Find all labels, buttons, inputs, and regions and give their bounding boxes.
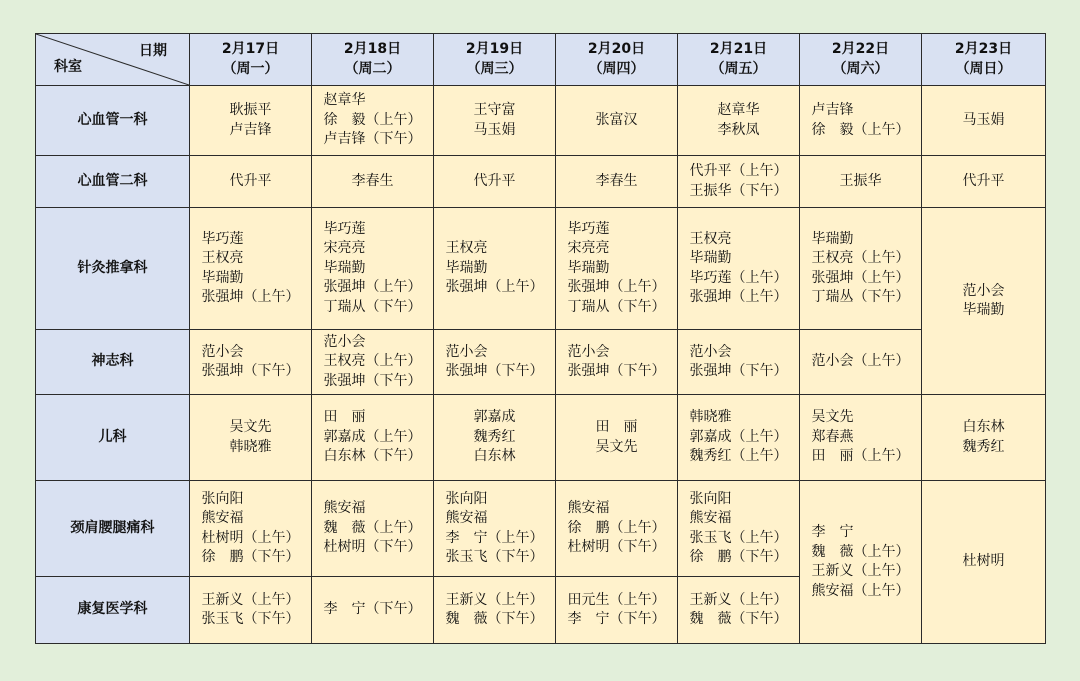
- schedule-cell: [312, 208, 434, 330]
- schedule-cell: [556, 481, 678, 577]
- cell-lines: [812, 408, 910, 467]
- duty-schedule-table: [35, 33, 1046, 644]
- department-label: 康复医学科: [36, 577, 190, 644]
- staff-entry: 王权亮（上午）: [323, 353, 422, 370]
- staff-entry: 卢吉锋（下午）: [323, 131, 422, 148]
- staff-entry: 范小会: [201, 343, 244, 360]
- cell-lines: [568, 220, 666, 318]
- corner-dept-label: 科室: [54, 58, 82, 75]
- cell-lines: [596, 172, 638, 192]
- schedule-cell: [800, 395, 922, 481]
- department-label: 神志科: [36, 330, 190, 395]
- day-header: [556, 34, 678, 86]
- corner-date-label: 日期: [139, 43, 167, 59]
- staff-entry: 毕瑞勤: [962, 302, 1005, 318]
- schedule-cell: [190, 481, 312, 577]
- schedule-cell: [434, 481, 556, 577]
- staff-entry: 张强坤（下午）: [567, 363, 666, 379]
- staff-entry: 李 宁（上午）: [445, 529, 544, 546]
- cell-lines: [202, 490, 300, 568]
- schedule-cell: [434, 86, 556, 156]
- department-label: 心血管二科: [36, 156, 190, 208]
- cell-lines: [474, 101, 516, 140]
- staff-entry: 范小会: [962, 282, 1005, 299]
- staff-entry: 郑春燕: [811, 428, 854, 445]
- table-row: [36, 156, 1046, 208]
- schedule-cell: [190, 156, 312, 208]
- staff-entry: 李 宁（下午）: [567, 611, 666, 627]
- staff-entry: 耿振平: [229, 102, 272, 118]
- staff-entry: 王权亮: [445, 240, 488, 257]
- staff-entry: 熊安福: [445, 510, 488, 526]
- schedule-cell: [556, 330, 678, 395]
- cell-lines: [230, 101, 272, 140]
- day-header: [800, 34, 922, 86]
- staff-entry: 熊安福: [323, 500, 366, 517]
- cell-lines: [324, 499, 422, 558]
- staff-entry: 张向阳: [445, 490, 488, 507]
- table-row: [36, 330, 1046, 395]
- schedule-cell: [434, 330, 556, 395]
- staff-entry: 韩晓雅: [229, 438, 272, 455]
- day-weekday: （周一）: [222, 60, 279, 77]
- schedule-cell: [434, 156, 556, 208]
- staff-entry: 张强坤（下午）: [323, 372, 422, 389]
- staff-entry: 王守富: [473, 102, 516, 118]
- cell-lines: [963, 111, 1005, 131]
- day-date: 2月20日: [587, 41, 646, 57]
- cell-lines: [324, 333, 422, 392]
- cell-lines: [446, 591, 544, 630]
- table-row: [36, 208, 1046, 330]
- staff-entry: 徐 鹏（上午）: [567, 519, 666, 536]
- staff-entry: 张强坤（上午）: [811, 269, 910, 286]
- staff-entry: 毕巧莲: [323, 220, 366, 237]
- staff-entry: 王权亮: [689, 230, 732, 247]
- staff-entry: 马玉娟: [473, 121, 516, 138]
- staff-entry: 毕瑞勤: [567, 259, 610, 276]
- staff-entry: 魏 薇（上午）: [811, 543, 910, 560]
- schedule-cell: [678, 86, 800, 156]
- staff-entry: 王新义（上午）: [201, 591, 300, 608]
- cell-lines: [568, 343, 666, 382]
- staff-entry: 魏秀红（上午）: [689, 448, 788, 465]
- cell-lines: [963, 172, 1005, 192]
- schedule-cell: [678, 577, 800, 644]
- cell-lines: [324, 600, 422, 620]
- cell-lines: [446, 343, 544, 382]
- staff-entry: 代升平: [473, 172, 516, 189]
- department-label: 儿科: [36, 395, 190, 481]
- schedule-cell: [922, 208, 1046, 395]
- cell-lines: [596, 111, 638, 131]
- day-header: [678, 34, 800, 86]
- day-weekday: （周三）: [466, 60, 523, 77]
- table-row: [36, 481, 1046, 577]
- staff-entry: 杜树明（上午）: [201, 529, 300, 546]
- staff-entry: 张强坤（下午）: [445, 363, 544, 379]
- schedule-cell: [678, 395, 800, 481]
- schedule-cell: [312, 86, 434, 156]
- staff-entry: 丁瑞丛（下午）: [811, 289, 910, 305]
- staff-entry: 毕瑞勤: [811, 230, 854, 247]
- cell-lines: [474, 172, 516, 192]
- staff-entry: 郭嘉成（上午）: [689, 428, 788, 445]
- cell-lines: [324, 220, 422, 318]
- staff-entry: 吴文先: [229, 419, 272, 435]
- schedule-cell: [556, 86, 678, 156]
- staff-entry: 卢吉锋: [229, 121, 272, 138]
- cell-lines: [446, 239, 544, 298]
- schedule-cell: [312, 156, 434, 208]
- cell-lines: [690, 408, 788, 467]
- staff-entry: 宋亮亮: [567, 240, 610, 257]
- staff-entry: 吴文先: [595, 438, 638, 455]
- staff-entry: 马玉娟: [962, 111, 1005, 128]
- staff-entry: 代升平: [229, 172, 272, 189]
- staff-entry: 张富汉: [595, 111, 638, 128]
- staff-entry: 代升平（上午）: [689, 163, 788, 179]
- staff-entry: 李春生: [351, 172, 394, 189]
- staff-entry: 宋亮亮: [323, 240, 366, 257]
- staff-entry: 范小会（上午）: [811, 353, 910, 370]
- cell-lines: [474, 408, 516, 467]
- cell-lines: [718, 101, 760, 140]
- staff-entry: 李 宁（下午）: [323, 601, 422, 618]
- schedule-cell: [678, 156, 800, 208]
- schedule-cell: [190, 208, 312, 330]
- schedule-cell: [556, 156, 678, 208]
- staff-entry: 毕瑞勤: [323, 259, 366, 276]
- staff-entry: 魏秀红: [473, 428, 516, 445]
- staff-entry: 田 丽: [595, 419, 638, 435]
- day-date: 2月19日: [465, 41, 524, 57]
- cell-lines: [690, 490, 788, 568]
- cell-lines: [690, 230, 788, 308]
- staff-entry: 王振华: [839, 172, 882, 189]
- schedule-cell: [922, 395, 1046, 481]
- staff-entry: 毕瑞勤: [689, 250, 732, 266]
- cell-lines: [596, 418, 638, 457]
- staff-entry: 熊安福（上午）: [811, 582, 910, 599]
- staff-entry: 王新义（上午）: [445, 591, 544, 608]
- staff-entry: 张玉飞（上午）: [689, 529, 788, 546]
- staff-entry: 杜树明: [962, 553, 1005, 570]
- staff-entry: 田 丽: [323, 409, 366, 426]
- department-label: 颈肩腰腿痛科: [36, 481, 190, 577]
- staff-entry: 李秋凤: [717, 121, 760, 138]
- day-weekday: （周日）: [955, 60, 1012, 77]
- cell-lines: [963, 282, 1005, 321]
- staff-entry: 魏 薇（上午）: [323, 519, 422, 536]
- cell-lines: [202, 230, 300, 308]
- schedule-cell: [922, 86, 1046, 156]
- cell-lines: [202, 591, 300, 630]
- staff-entry: 魏 薇（下午）: [445, 611, 544, 627]
- schedule-cell: [922, 156, 1046, 208]
- staff-entry: 代升平: [962, 172, 1005, 189]
- staff-entry: 张向阳: [689, 490, 732, 507]
- department-label: 针灸推拿科: [36, 208, 190, 330]
- cell-lines: [690, 162, 788, 201]
- staff-entry: 熊安福: [567, 500, 610, 517]
- schedule-cell: [190, 330, 312, 395]
- staff-entry: 张强坤（上午）: [689, 289, 788, 305]
- schedule-cell: [800, 156, 922, 208]
- schedule-cell: [800, 86, 922, 156]
- staff-entry: 丁瑞从（下午）: [323, 298, 422, 315]
- staff-entry: 王权亮: [201, 250, 244, 266]
- cell-lines: [230, 418, 272, 457]
- staff-entry: 张玉飞（下午）: [201, 611, 300, 627]
- staff-entry: 范小会: [689, 343, 732, 360]
- schedule-cell: [678, 208, 800, 330]
- staff-entry: 王权亮（上午）: [811, 250, 910, 266]
- cell-lines: [568, 499, 666, 558]
- day-date: 2月21日: [709, 41, 768, 57]
- corner-header: [36, 34, 190, 86]
- day-weekday: （周六）: [832, 60, 889, 77]
- staff-entry: 杜树明（下午）: [323, 539, 422, 556]
- schedule-cell: [312, 395, 434, 481]
- staff-entry: 田 丽（上午）: [811, 448, 910, 465]
- staff-entry: 范小会: [567, 343, 610, 360]
- department-label: 心血管一科: [36, 86, 190, 156]
- cell-lines: [963, 552, 1005, 572]
- staff-entry: 丁瑞从（下午）: [567, 298, 666, 315]
- cell-lines: [690, 343, 788, 382]
- staff-entry: 徐 毅（上午）: [811, 121, 910, 138]
- staff-entry: 郭嘉成（上午）: [323, 428, 422, 445]
- schedule-cell: [190, 395, 312, 481]
- staff-entry: 吴文先: [811, 409, 854, 426]
- staff-entry: 张玉飞（下午）: [445, 549, 544, 565]
- schedule-cell: [556, 208, 678, 330]
- staff-entry: 徐 鹏（下午）: [689, 549, 788, 565]
- staff-entry: 白东林: [962, 419, 1005, 435]
- staff-entry: 张强坤（上午）: [323, 279, 422, 296]
- staff-entry: 田元生（上午）: [567, 591, 666, 608]
- staff-entry: 张强坤（下午）: [689, 363, 788, 379]
- staff-entry: 范小会: [445, 343, 488, 360]
- staff-entry: 张向阳: [201, 490, 244, 507]
- cell-lines: [812, 101, 910, 140]
- staff-entry: 王振华（下午）: [689, 182, 788, 199]
- header-row: [36, 34, 1046, 86]
- schedule-cell: [556, 577, 678, 644]
- table-row: [36, 395, 1046, 481]
- schedule-cell: [312, 481, 434, 577]
- cell-lines: [352, 172, 394, 192]
- cell-lines: [324, 91, 422, 150]
- day-weekday: （周五）: [710, 60, 767, 77]
- staff-entry: 赵章华: [323, 92, 366, 109]
- day-weekday: （周四）: [588, 60, 645, 77]
- schedule-cell: [312, 577, 434, 644]
- day-header: [190, 34, 312, 86]
- staff-entry: 张强坤（上午）: [567, 279, 666, 296]
- staff-entry: 白东林: [473, 448, 516, 465]
- staff-entry: 毕瑞勤: [445, 259, 488, 276]
- day-date: 2月23日: [954, 41, 1013, 57]
- schedule-cell: [556, 395, 678, 481]
- cell-lines: [812, 230, 910, 308]
- staff-entry: 魏 薇（下午）: [689, 611, 788, 627]
- day-header: [922, 34, 1046, 86]
- cell-lines: [963, 418, 1005, 457]
- cell-lines: [446, 490, 544, 568]
- staff-entry: 毕巧莲: [201, 230, 244, 247]
- staff-entry: 徐 鹏（下午）: [201, 549, 300, 565]
- staff-entry: 魏秀红: [962, 438, 1005, 455]
- staff-entry: 李 宁: [811, 524, 854, 540]
- schedule-cell: [800, 481, 922, 644]
- staff-entry: 王新义（上午）: [811, 563, 910, 579]
- schedule-cell: [312, 330, 434, 395]
- staff-entry: 韩晓雅: [689, 409, 732, 426]
- staff-entry: 熊安福: [689, 510, 732, 526]
- staff-entry: 郭嘉成: [473, 409, 516, 426]
- day-date: 2月22日: [831, 41, 890, 57]
- cell-lines: [812, 523, 910, 601]
- schedule-cell: [800, 330, 922, 395]
- cell-lines: [840, 172, 882, 192]
- cell-lines: [230, 172, 272, 192]
- staff-entry: 熊安福: [201, 510, 244, 526]
- staff-entry: 卢吉锋: [811, 102, 854, 118]
- schedule-cell: [434, 577, 556, 644]
- staff-entry: 毕巧莲: [567, 220, 610, 237]
- cell-lines: [324, 408, 422, 467]
- staff-entry: 赵章华: [717, 102, 760, 118]
- day-header: [434, 34, 556, 86]
- staff-entry: 杜树明（下午）: [567, 539, 666, 556]
- cell-lines: [202, 343, 300, 382]
- table-row: [36, 86, 1046, 156]
- schedule-cell: [678, 330, 800, 395]
- schedule-cell: [190, 577, 312, 644]
- staff-entry: 白东林（下午）: [323, 448, 422, 465]
- schedule-cell: [434, 395, 556, 481]
- schedule-cell: [800, 208, 922, 330]
- day-weekday: （周二）: [344, 60, 401, 77]
- schedule-cell: [190, 86, 312, 156]
- schedule-cell: [678, 481, 800, 577]
- staff-entry: 徐 毅（上午）: [323, 111, 422, 128]
- schedule-cell: [434, 208, 556, 330]
- staff-entry: 张强坤（上午）: [445, 279, 544, 296]
- cell-lines: [690, 591, 788, 630]
- cell-lines: [568, 591, 666, 630]
- cell-lines: [812, 352, 910, 372]
- day-date: 2月17日: [221, 41, 280, 57]
- day-date: 2月18日: [343, 41, 402, 57]
- schedule-cell: [922, 481, 1046, 644]
- staff-entry: 毕瑞勤: [201, 269, 244, 286]
- staff-entry: 张强坤（下午）: [201, 363, 300, 379]
- staff-entry: 李春生: [595, 172, 638, 189]
- day-header: [312, 34, 434, 86]
- staff-entry: 毕巧莲（上午）: [689, 269, 788, 286]
- staff-entry: 张强坤（上午）: [201, 289, 300, 305]
- staff-entry: 范小会: [323, 333, 366, 350]
- staff-entry: 王新义（上午）: [689, 591, 788, 608]
